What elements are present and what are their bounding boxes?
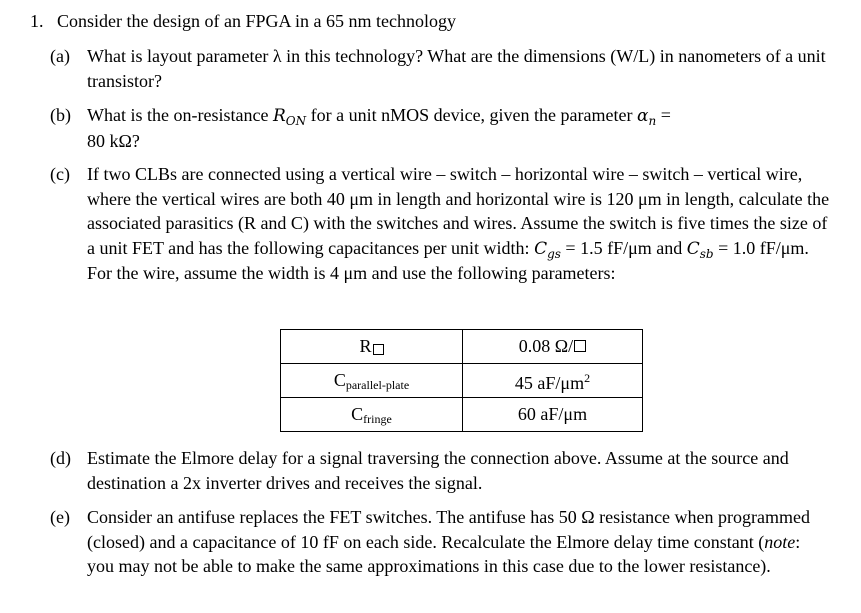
param-value-c-fringe: 60 aF/μm: [463, 398, 643, 432]
part-e-text-1: Consider an antifuse replaces the FET switches. The antifuse has 50 Ω resistance when programmed (closed) and a capacitance of 10 fF on each side. Recalculate the Elmore delay time constant (: [87, 507, 811, 552]
question-heading: [30, 9, 850, 34]
part-d-label: (d): [50, 448, 71, 468]
cgs-value: = 1.5 fF/μm and: [560, 237, 687, 258]
param-value-c-parallel-plate: 45 $aF/\mu m^2$: [463, 364, 643, 398]
part-e-text-2: : you may not be able to make the same approximations in this case due to the lower resistance).: [87, 531, 801, 576]
alpha-value: 80 kΩ?: [87, 130, 140, 151]
question-number: 1.: [30, 11, 44, 31]
equals-sign: =: [656, 105, 671, 125]
question-text: Consider the design of an FPGA in a 65 nm technology: [57, 11, 456, 31]
part-a-text: What is layout parameter λ in this technology? What are the dimensions (W/L) in nanometers of a unit transistor?: [87, 46, 826, 91]
square-subscript-icon: [373, 344, 384, 355]
param-name-r: R: [281, 330, 463, 364]
part-b-text: [87, 103, 830, 153]
part-a: [50, 44, 830, 93]
part-c-text: [87, 162, 830, 286]
table-row: [281, 330, 643, 364]
part-b-label: (b): [50, 105, 71, 125]
part-c: [50, 162, 830, 286]
part-e-text: [87, 505, 830, 579]
wire-parameters-table: [280, 329, 643, 432]
r-on-symbol: $R_{ON}$: [272, 106, 307, 128]
alpha-n-symbol: $\alpha_n$: [636, 106, 657, 128]
part-b: [50, 103, 830, 153]
part-e: [50, 505, 830, 579]
csb-value: = 1.0 fF/μm. For the wire, assume the width is 4 μm and use the following parameters:: [87, 237, 809, 283]
part-d: [50, 446, 830, 495]
table-row: [281, 398, 643, 432]
part-b-text-2: for a unit nMOS device, given the parameter: [306, 105, 637, 125]
part-c-text-1: If two CLBs are connected using a vertical wire – switch – horizontal wire – switch – vertical wire, where the vertical wires are both 40 μm in length and horizontal wire is 120 μm in length, calculate the associated parasitics (R and C) with the switches and wires. Assume the switch is five times the size of a unit FET and has the following capacitances per unit width:: [87, 164, 830, 258]
csb-symbol: $C_{sb}$: [686, 238, 714, 261]
param-value-r: 0.08 Ω/: [463, 330, 643, 364]
part-e-label: (e): [50, 507, 70, 527]
square-unit-icon: [574, 340, 586, 352]
part-a-label: (a): [50, 46, 70, 66]
part-c-label: (c): [50, 164, 70, 184]
table-row: [281, 364, 643, 398]
part-b-text-1: What is the on-resistance: [87, 105, 273, 125]
cgs-symbol: $C_{gs}$: [534, 238, 561, 261]
param-name-c-fringe: $C_{fringe}$: [281, 398, 463, 432]
note-emphasis: note: [764, 531, 796, 552]
part-d-text: Estimate the Elmore delay for a signal traversing the connection above. Assume at the source and destination a 2x inverter drives and receives the signal.: [87, 448, 789, 493]
param-name-c-parallel-plate: $C_{parallel-plate}$: [281, 364, 463, 398]
